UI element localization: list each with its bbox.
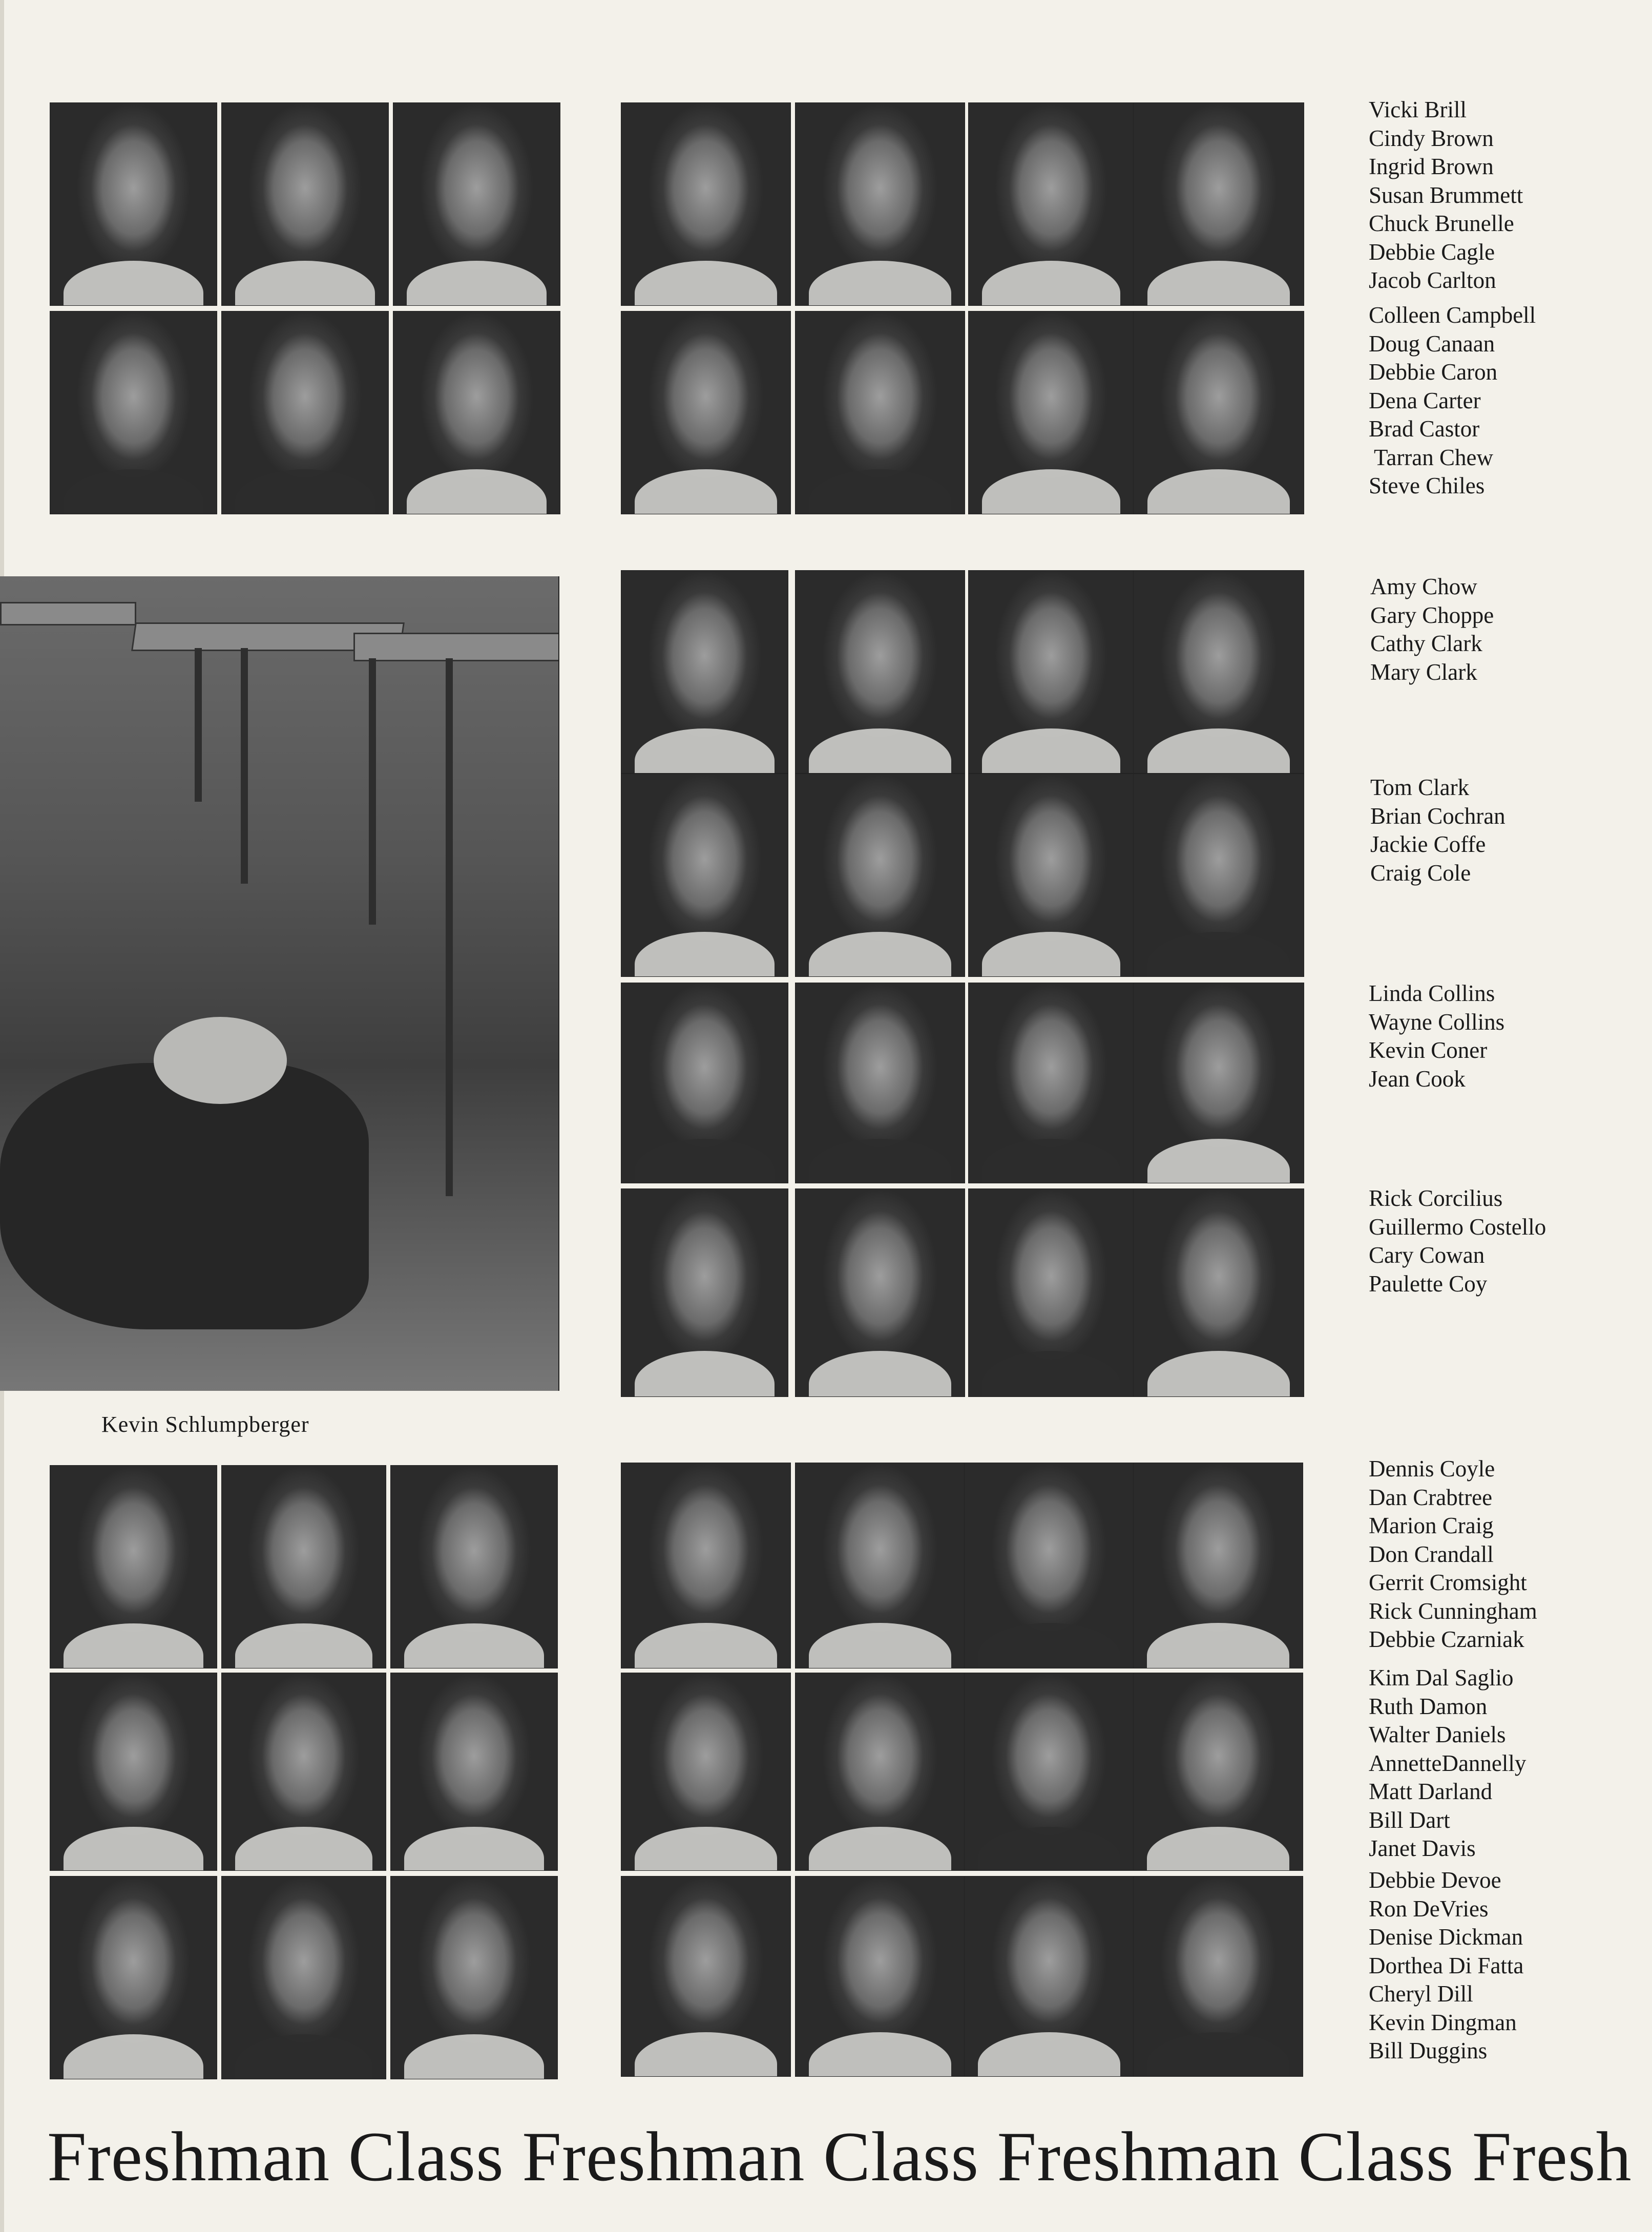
student-name: Debbie Devoe <box>1369 1867 1501 1893</box>
portrait-photo <box>964 1463 1134 1668</box>
portrait-photo <box>221 102 389 306</box>
student-name: Cary Cowan <box>1369 1242 1485 1268</box>
student-name: Cheryl Dill <box>1369 1981 1473 2007</box>
desk-leg <box>369 658 376 925</box>
name-list <box>1369 979 1504 1093</box>
student-name: Chuck Brunelle <box>1369 211 1514 236</box>
student-name: Marion Craig <box>1369 1513 1494 1538</box>
portrait-photo <box>621 570 788 774</box>
portrait-photo <box>50 102 217 306</box>
portrait-photo <box>221 1673 386 1871</box>
portrait-photo <box>621 774 788 977</box>
portrait-photo <box>621 311 791 514</box>
student-name: Debbie Czarniak <box>1369 1626 1524 1652</box>
portrait-photo <box>50 1673 217 1871</box>
student-name: Linda Collins <box>1369 981 1495 1006</box>
portrait-photo <box>621 1876 791 2077</box>
student-name: Paulette Coy <box>1369 1270 1488 1297</box>
desk-leg <box>195 648 202 802</box>
student-name: Tom Clark <box>1370 775 1470 800</box>
portrait-photo <box>621 1673 791 1871</box>
portrait-photo <box>50 311 217 514</box>
student-name: Jean Cook <box>1369 1066 1466 1092</box>
portrait-photo <box>795 774 965 977</box>
portrait-photo <box>390 1673 558 1871</box>
name-list <box>1369 301 1536 500</box>
name-list <box>1370 573 1494 686</box>
portrait-photo <box>795 1463 965 1668</box>
portrait-photo <box>390 1465 558 1668</box>
portrait-photo <box>221 1876 386 2079</box>
head-shape <box>154 1017 287 1104</box>
portrait-photo <box>1133 1876 1303 2077</box>
student-name: Tarran Chew <box>1374 444 1493 470</box>
portrait-photo <box>393 102 560 306</box>
portrait-photo <box>50 1876 217 2079</box>
name-list <box>1369 96 1523 295</box>
portrait-photo <box>795 1876 965 2077</box>
student-name: Brad Castor <box>1369 416 1480 442</box>
student-name: Jackie Coffe <box>1370 831 1486 857</box>
student-name: Walter Daniels <box>1369 1722 1506 1747</box>
student-name: Debbie Caron <box>1369 359 1498 385</box>
portrait-photo <box>1133 1188 1304 1397</box>
student-name: Kevin Dingman <box>1369 2009 1517 2035</box>
student-name: Colleen Campbell <box>1369 302 1536 328</box>
portrait-photo <box>390 1876 558 2079</box>
portrait-photo <box>621 102 791 306</box>
portrait-photo <box>621 1188 788 1397</box>
candid-classroom-photo <box>0 576 559 1391</box>
portrait-photo <box>795 570 965 774</box>
portrait-photo <box>968 983 1134 1183</box>
student-name: Kevin Coner <box>1369 1037 1488 1063</box>
portrait-photo <box>1133 311 1304 514</box>
portrait-photo <box>621 1463 791 1668</box>
student-name: Debbie Cagle <box>1369 239 1495 265</box>
desk-shape <box>353 633 559 661</box>
portrait-photo <box>968 1188 1134 1397</box>
portrait-photo <box>393 311 560 514</box>
student-name: Dorthea Di Fatta <box>1369 1952 1524 1978</box>
student-name: Ingrid Brown <box>1369 154 1494 179</box>
student-name: Guillermo Costello <box>1369 1214 1546 1240</box>
student-name: Bill Dart <box>1369 1807 1450 1833</box>
student-name: Wayne Collins <box>1369 1009 1505 1035</box>
student-name: Kim Dal Saglio <box>1369 1665 1514 1691</box>
student-name: Janet Davis <box>1369 1835 1476 1861</box>
name-list <box>1369 1184 1546 1298</box>
student-name: Vicki Brill <box>1369 97 1467 122</box>
student-name: Dennis Coyle <box>1369 1456 1495 1482</box>
desk-shape <box>0 602 136 625</box>
photo-caption: Kevin Schlumpberger <box>101 1412 309 1437</box>
portrait-photo <box>795 1673 965 1871</box>
student-name: Susan Brummett <box>1369 182 1523 208</box>
person-shape <box>0 1063 369 1329</box>
portrait-photo <box>795 311 965 514</box>
portrait-photo <box>795 102 965 306</box>
portrait-photo <box>1133 1673 1303 1871</box>
portrait-photo <box>795 983 965 1183</box>
portrait-photo <box>964 1876 1134 2077</box>
student-name: Bill Duggins <box>1369 2038 1488 2063</box>
portrait-photo <box>221 1465 386 1668</box>
student-name: Ron DeVries <box>1369 1895 1489 1922</box>
portrait-photo <box>968 774 1134 977</box>
portrait-photo <box>221 311 389 514</box>
portrait-photo <box>1133 102 1304 306</box>
portrait-photo <box>968 570 1134 774</box>
portrait-photo <box>1133 774 1304 977</box>
student-name: Cathy Clark <box>1370 631 1482 656</box>
student-name: Rick Corcilius <box>1369 1185 1503 1211</box>
student-name: Steve Chiles <box>1369 473 1485 498</box>
student-name: Amy Chow <box>1370 574 1477 599</box>
desk-leg <box>241 648 248 884</box>
student-name: Jacob Carlton <box>1369 267 1496 293</box>
student-name: Matt Darland <box>1369 1779 1493 1804</box>
portrait-photo <box>1133 983 1304 1183</box>
student-name: Ruth Damon <box>1369 1693 1488 1719</box>
name-list <box>1369 1866 1523 2066</box>
portrait-photo <box>964 1673 1134 1871</box>
portrait-photo <box>621 983 788 1183</box>
portrait-photo <box>50 1465 217 1668</box>
student-name: Gary Choppe <box>1370 602 1494 628</box>
portrait-photo <box>968 102 1134 306</box>
student-name: Dan Crabtree <box>1369 1484 1493 1510</box>
name-list <box>1369 1664 1526 1863</box>
student-name: Doug Canaan <box>1369 330 1495 357</box>
name-list <box>1369 1455 1537 1654</box>
student-name: Craig Cole <box>1370 860 1471 886</box>
student-name: Dena Carter <box>1369 387 1481 413</box>
student-name: Brian Cochran <box>1370 803 1505 829</box>
student-name: Denise Dickman <box>1369 1924 1523 1950</box>
portrait-photo <box>1133 570 1304 774</box>
student-name: Gerrit Cromsight <box>1369 1570 1527 1595</box>
portrait-photo <box>968 311 1134 514</box>
student-name: Cindy Brown <box>1369 125 1494 151</box>
student-name: Mary Clark <box>1370 659 1477 685</box>
portrait-photo <box>1133 1463 1303 1668</box>
desk-leg <box>446 658 453 1196</box>
class-banner: Freshman Class Freshman Class Freshman Class Fresh <box>47 2117 1632 2196</box>
student-name: Rick Cunningham <box>1369 1598 1537 1624</box>
name-list <box>1370 774 1505 887</box>
student-name: Don Crandall <box>1369 1541 1494 1567</box>
student-name: AnnetteDannelly <box>1369 1750 1526 1776</box>
portrait-photo <box>795 1188 965 1397</box>
